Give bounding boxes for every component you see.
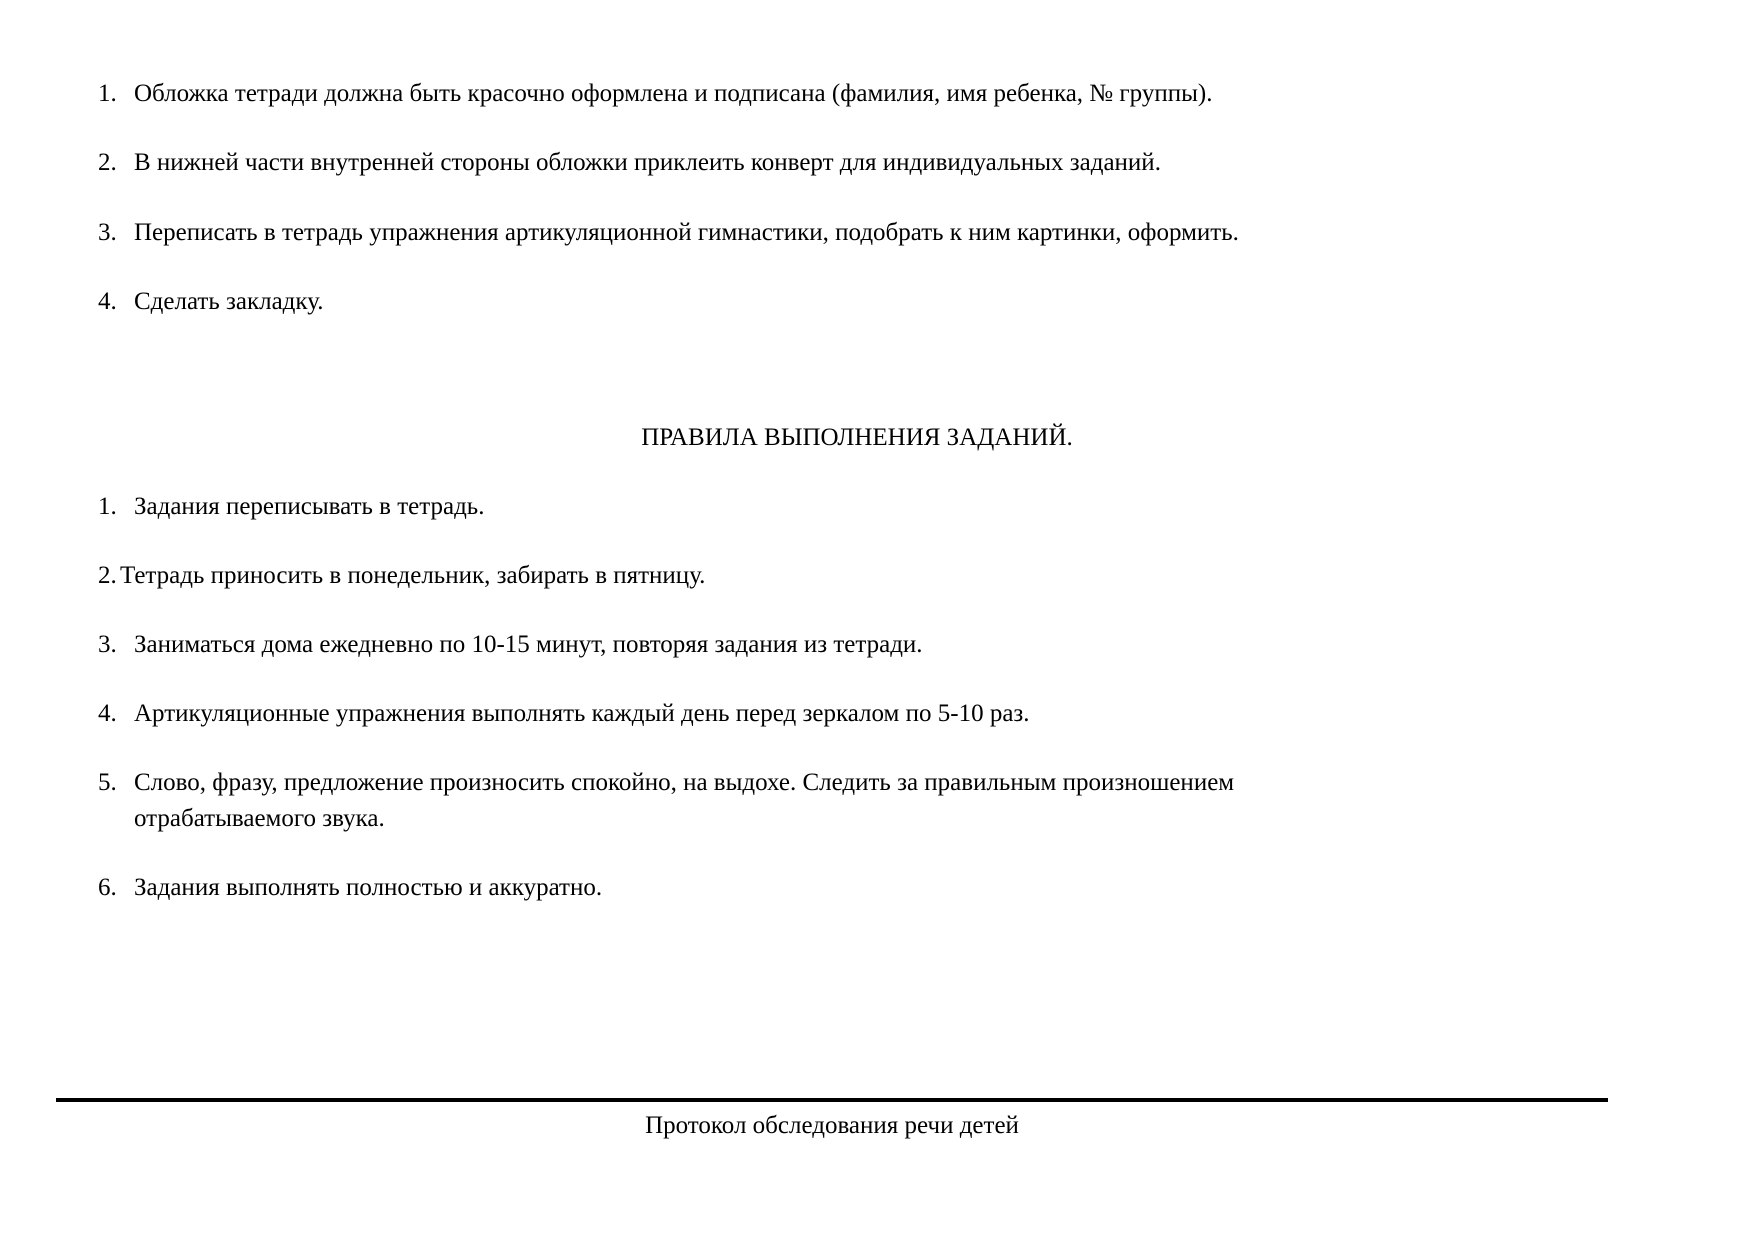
item-number: 5. [98,769,117,796]
item-number: 4. [98,700,117,727]
item-text: Задания переписывать в тетрадь. [134,493,485,520]
footer-divider [56,1098,1608,1102]
item-text: Заниматься дома ежедневно по 10-15 минут, повторяя задания из тетради. [134,631,923,658]
item-number: 1. [98,493,117,520]
item-number: 6. [98,874,117,901]
item-number: 4. [98,288,117,315]
item-text: Тетрадь приносить в понедельник, забирать в пятницу. [120,562,706,589]
item-number: 3. [98,219,117,246]
footer-text: Протокол обследования речи детей [645,1112,1019,1139]
item-text: В нижней части внутренней стороны обложки приклеить конверт для индивидуальных заданий. [134,149,1161,176]
item-text: Сделать закладку. [134,288,324,315]
item-text: Переписать в тетрадь упражнения артикуляционной гимнастики, подобрать к ним картинки, оформить. [134,219,1239,246]
item-text: Слово, фразу, предложение произносить спокойно, на выдохе. Следить за правильным произношением [134,769,1235,796]
item-number: 1. [98,80,117,107]
item-number: 2. [98,562,117,589]
item-text-continuation: отрабатываемого звука. [134,805,385,832]
item-text: Обложка тетради должна быть красочно оформлена и подписана (фамилия, имя ребенка, № группы). [134,80,1213,107]
item-number: 3. [98,631,117,658]
item-number: 2. [98,149,117,176]
item-text: Задания выполнять полностью и аккуратно. [134,874,603,901]
item-text: Артикуляционные упражнения выполнять каждый день перед зеркалом по 5-10 раз. [134,700,1030,727]
rules-title: ПРАВИЛА ВЫПОЛНЕНИЯ ЗАДАНИЙ. [641,424,1073,451]
